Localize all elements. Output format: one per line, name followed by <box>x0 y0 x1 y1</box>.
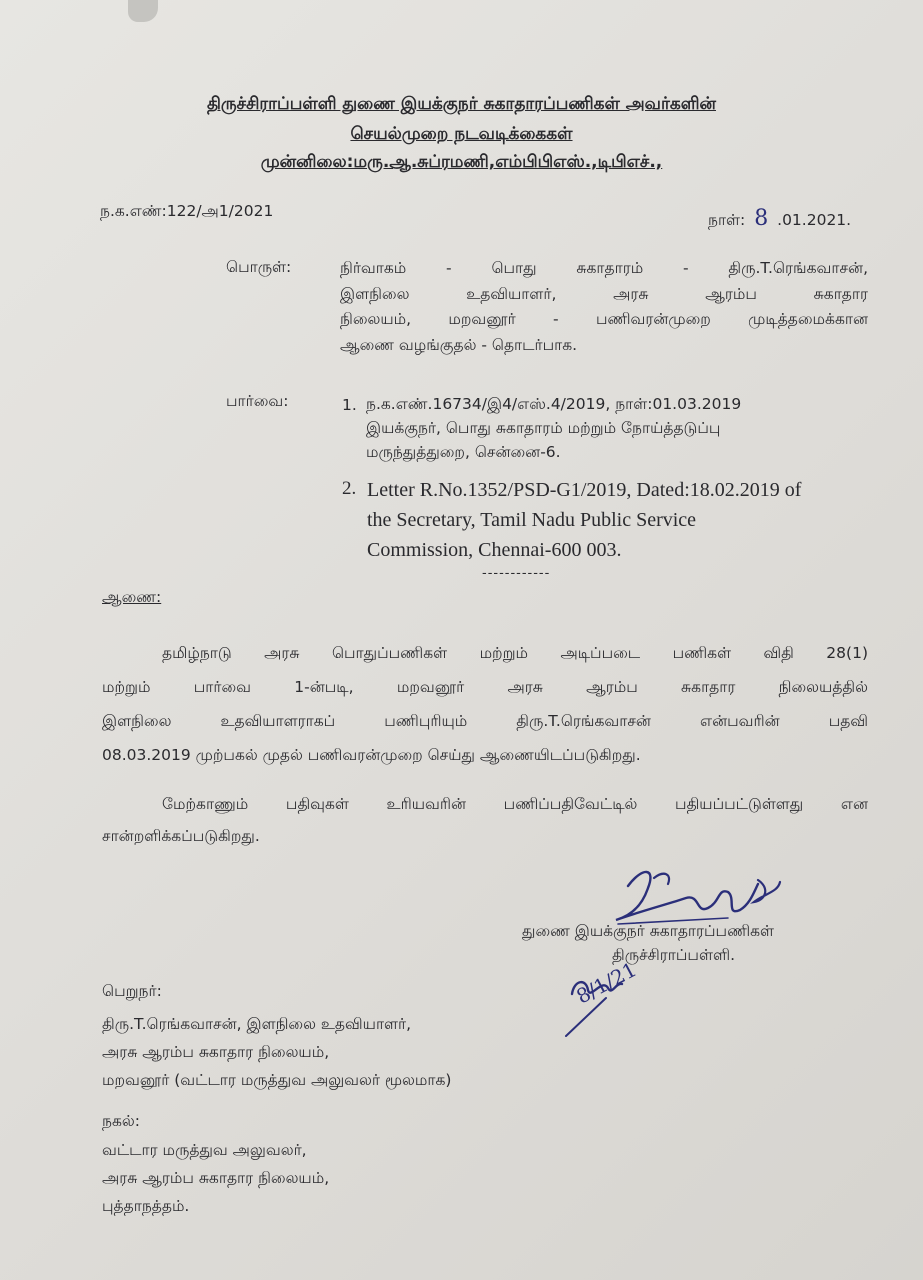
order-line: மற்றும் பார்வை 1-ன்படி, மறவனூர் அரசு ஆரம்ப சுகாதார நிலையத்தில் <box>102 678 868 696</box>
subject-label: பொருள்: <box>226 258 292 276</box>
address-line: மறவனூர் (வட்டார மருத்துவ அலுவலர் மூலமாக) <box>102 1071 452 1089</box>
reference-item-1 <box>366 392 741 464</box>
header-title-line1: திருச்சிராப்பள்ளி துணை இயக்குநர் சுகாதாரப்பணிகள் அவர்களின் <box>206 94 716 114</box>
subject-line: நிர்வாகம் - பொது சுகாதாரம் - திரு.T.ரெங்கவாசன், <box>340 259 868 277</box>
reference-item-number: 1. <box>342 396 357 414</box>
paper-stain <box>128 0 158 22</box>
initials-date: 8/1/21 <box>572 957 641 1009</box>
subject-line: நிலையம், மறவனூர் - பணிவரன்முறை முடித்தமைக்கான <box>340 310 868 328</box>
reference-item-number: 2. <box>342 478 357 499</box>
subject-line: இளநிலை உதவியாளர், அரசு ஆரம்ப சுகாதார <box>340 284 868 303</box>
signatory-designation: துணை இயக்குநர் சுகாதாரப்பணிகள் <box>522 922 775 940</box>
date-day-handwritten: 8 <box>754 206 769 231</box>
order-line: சான்றளிக்கப்படுகிறது. <box>102 827 260 845</box>
date-label: நாள்: <box>708 211 746 229</box>
order-line: தமிழ்நாடு அரசு பொதுப்பணிகள் மற்றும் அடிப்படை பணிகள் விதி 28(1) <box>162 644 868 662</box>
order-line: மேற்காணும் பதிவுகள் உரியவரின் பணிப்பதிவேட்டில் பதியப்பட்டுள்ளது என <box>162 795 868 813</box>
order-paragraph-1 <box>102 636 868 772</box>
reference-line: மருந்துத்துறை, சென்னை-6. <box>366 443 561 461</box>
reference-label: பார்வை: <box>226 392 289 410</box>
order-paragraph-2 <box>102 788 868 852</box>
header-title-line3: முன்னிலை:மரு.ஆ.சுப்ரமணி,எம்பிபிஎஸ்.,டிபிஎச்., <box>260 152 663 172</box>
recipient-address <box>102 1010 451 1094</box>
address-line: அரசு ஆரம்ப சுகாதார நிலையம், <box>102 1169 330 1187</box>
reference-line: Commission, Chennai-600 003. <box>367 539 622 561</box>
header-title-line2: செயல்முறை நடவடிக்கைகள் <box>350 124 573 144</box>
reference-item-2 <box>367 475 801 565</box>
order-line: இளநிலை உதவியாளராகப் பணிபுரியும் திரு.T.ரெங்கவாசன் என்பவரின் பதவி <box>102 712 868 730</box>
recipient-label: பெறுநர்: <box>102 982 162 1000</box>
order-line: 08.03.2019 முற்பகல் முதல் பணிவரன்முறை செய்து ஆணையிடப்படுகிறது. <box>102 746 641 764</box>
address-line: வட்டார மருத்துவ அலுவலர், <box>102 1141 307 1159</box>
signatory-place: திருச்சிராப்பள்ளி. <box>612 946 736 964</box>
copy-address <box>102 1136 329 1220</box>
order-heading: ஆணை: <box>102 588 162 606</box>
copy-label: நகல்: <box>102 1112 140 1130</box>
date-month-year: .01.2021. <box>777 211 852 229</box>
separator: ------------ <box>482 566 551 581</box>
address-line: அரசு ஆரம்ப சுகாதார நிலையம், <box>102 1043 330 1061</box>
order-date <box>708 206 851 231</box>
reference-line: இயக்குநர், பொது சுகாதாரம் மற்றும் நோய்த்தடுப்பு <box>366 419 721 437</box>
reference-line: ந.க.எண்.16734/இ4/எஸ்.4/2019, நாள்:01.03.2019 <box>366 395 742 413</box>
subject-line: ஆணை வழங்குதல் - தொடர்பாக. <box>340 335 578 354</box>
reference-line: the Secretary, Tamil Nadu Public Service <box>367 509 697 531</box>
reference-number: ந.க.எண்:122/அ1/2021 <box>100 202 274 220</box>
subject-text <box>340 256 868 358</box>
address-line: புத்தாநத்தம். <box>102 1197 190 1215</box>
address-line: திரு.T.ரெங்கவாசன், இளநிலை உதவியாளர், <box>102 1015 412 1033</box>
reference-line: Letter R.No.1352/PSD-G1/2019, Dated:18.02.2019 of <box>367 479 802 501</box>
